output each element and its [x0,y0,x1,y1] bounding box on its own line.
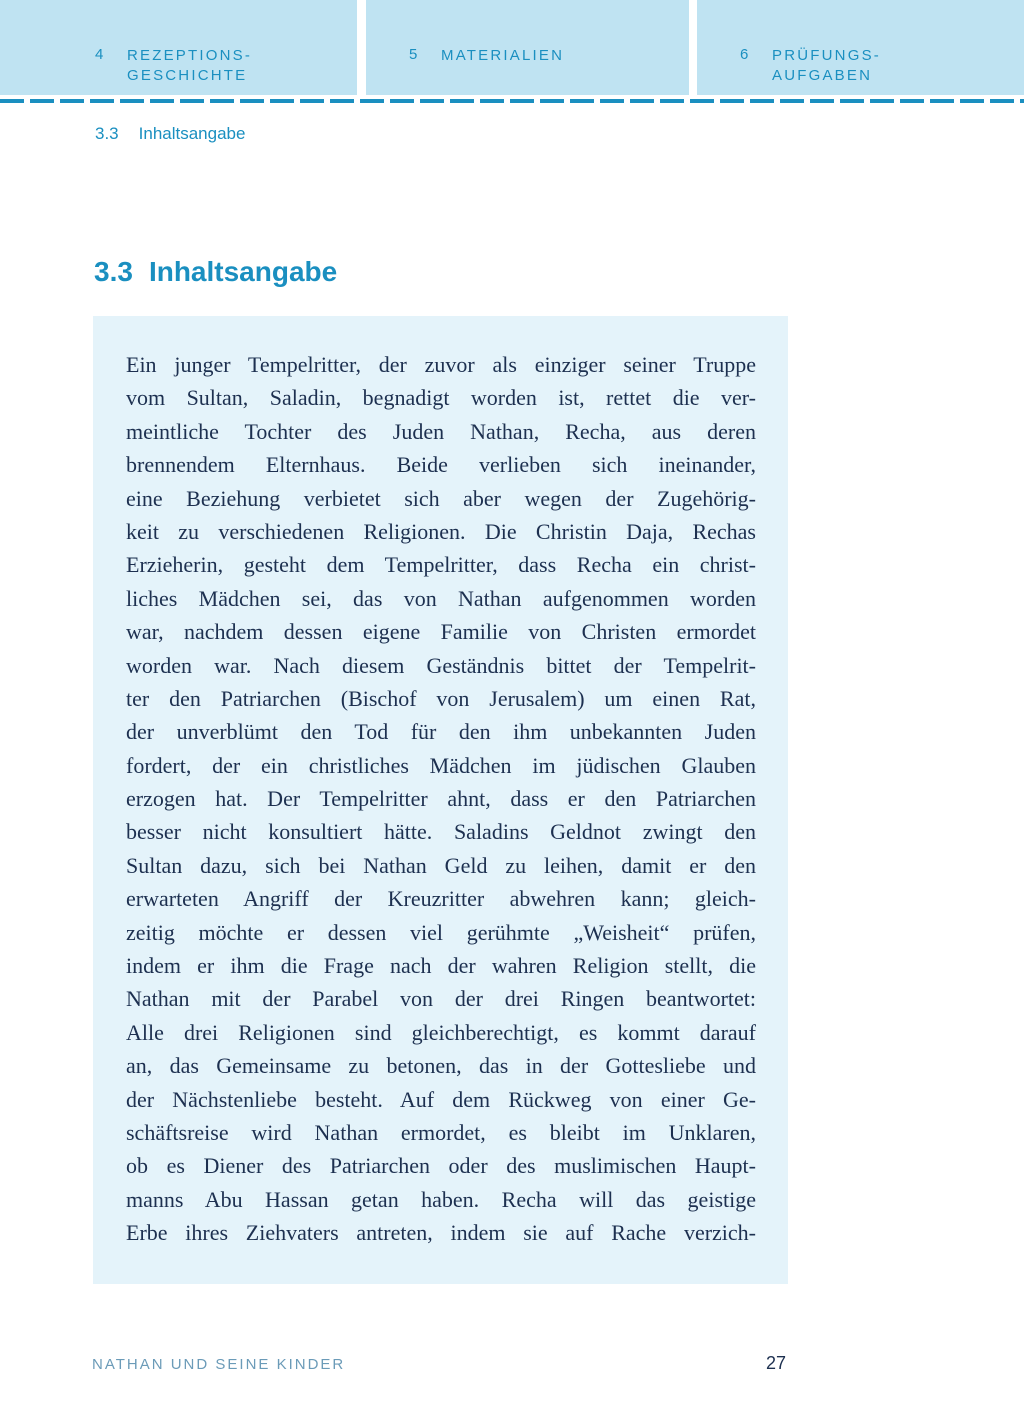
text-line: keit zu verschiedenen Religionen. Die Christin Daja, Rechas [126,518,756,544]
text-line: brennendem Elternhaus. Beide verlieben sich ineinander, [126,452,756,478]
tab-number: 5 [409,46,420,63]
text-line: manns Abu Hassan getan haben. Recha will das geistige [126,1186,756,1212]
text-line: fordert, der ein christliches Mädchen im jüdischen Glauben [126,752,756,778]
text-line: Erbe ihres Ziehvaters antreten, indem sie auf Rache verzich- [126,1220,756,1246]
tab-number: 6 [740,46,751,63]
text-line: erwarteten Angriff der Kreuzritter abwehren kann; gleich- [126,886,756,912]
text-line: meintliche Tochter des Juden Nathan, Recha, aus deren [126,418,756,444]
text-line: besser nicht konsultiert hätte. Saladins Geldnot zwingt den [126,819,756,845]
tab-label: REZEPTIONS- GESCHICHTE [127,47,253,84]
text-line: indem er ihm die Frage nach der wahren Religion stellt, die [126,953,756,979]
text-line: war, nachdem dessen eigene Familie von Christen ermordet [126,619,756,645]
text-line: Sultan dazu, sich bei Nathan Geld zu leihen, damit er den [126,852,756,878]
nav-tab-pruefungsaufgaben[interactable] [697,0,1024,95]
text-line: Erzieherin, gesteht dem Tempelritter, dass Recha ein christ- [126,552,756,578]
text-line: eine Beziehung verbietet sich aber wegen der Zugehörig- [126,485,756,511]
text-line: Ein junger Tempelritter, der zuvor als einziger seiner Truppe [126,352,756,377]
text-line: ob es Diener des Patriarchen oder des muslimischen Haupt- [126,1153,756,1179]
page-number: 27 [766,1353,787,1373]
tab-label: MATERIALIEN [441,47,565,64]
text-line: schäftsreise wird Nathan ermordet, es bleibt im Unklaren, [126,1119,756,1145]
text-line: erzogen hat. Der Tempelritter ahnt, dass er den Patriarchen [126,786,756,812]
text-line: der Nächstenliebe besteht. Auf dem Rückweg von einer Ge- [126,1086,756,1112]
tab-number: 4 [95,46,106,63]
text-line: an, das Gemeinsame zu betonen, das in der Gottesliebe und [126,1053,756,1079]
tab-label: PRÜFUNGS- AUFGABEN [772,47,881,84]
text-line: Nathan mit der Parabel von der drei Ringen beantwortet: [126,986,756,1012]
nav-tab-rezeptionsgeschichte[interactable] [0,0,357,95]
breadcrumb: 3.3 Inhaltsangabe [95,124,246,143]
nav-tab-materialien[interactable] [366,0,689,95]
text-line: vom Sultan, Saladin, begnadigt worden ist, rettet die ver- [126,385,756,411]
book-title: NATHAN UND SEINE KINDER [92,1356,346,1373]
text-line: liches Mädchen sei, das von Nathan aufgenommen worden [126,585,756,611]
text-line: ter den Patriarchen (Bischof von Jerusalem) um einen Rat, [126,685,756,711]
text-line: zeitig möchte er dessen viel gerühmte „Weisheit“ prüfen, [126,919,756,945]
text-line: Alle drei Religionen sind gleichberechtigt, es kommt darauf [126,1019,756,1045]
dashed-divider [0,99,1024,103]
page-title: 3.3 Inhaltsangabe [94,256,338,287]
summary-text [126,348,756,1250]
text-line: der unverblümt den Tod für den ihm unbekannten Juden [126,719,756,745]
text-line: worden war. Nach diesem Geständnis bittet der Tempelrit- [126,652,756,678]
